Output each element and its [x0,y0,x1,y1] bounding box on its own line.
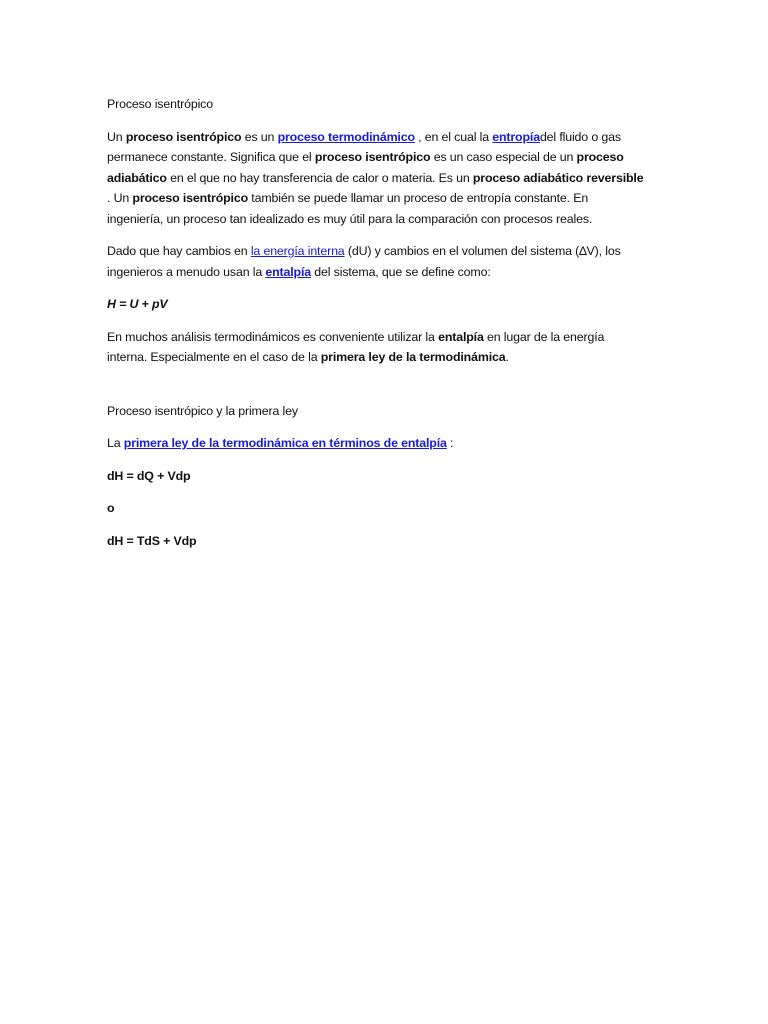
paragraph-convenience: En muchos análisis termodinámicos es conveniente utilizar la entalpía en lugar de la energía interna. Especialmente en el caso de la primera ley de la termodinámica. [107,329,605,364]
link-entropia[interactable]: entropía [492,129,540,144]
bold-term: proceso adiabático reversible [472,170,644,185]
document-title: Proceso isentrópico [107,97,213,111]
formula-first-law-tds: dH = TdS + Vdp [107,533,197,548]
paragraph-enthalpy-intro: Dado que hay cambios en la energía interna (dU) y cambios en el volumen del sistema (∆V), los ingenieros a menudo usan la entalpía del sistema, que se define como: [107,244,621,279]
conjunction-or: o [107,501,115,515]
bold-term: proceso isentrópico [314,150,431,164]
paragraph-first-law: La primera ley de la termodinámica en términos de entalpía : [107,436,454,450]
bold-term: proceso adiabático [107,150,624,185]
bold-term: entalpía [438,329,484,344]
formula-enthalpy: H = U + pV [107,297,168,311]
link-entalpia[interactable]: entalpía [265,264,311,279]
bold-term: proceso isentrópico [125,129,242,144]
link-energia-interna[interactable]: la energía interna [250,244,345,258]
document-page [107,90,647,551]
link-primera-ley[interactable]: primera ley de la termodinámica en términos de entalpía [123,436,447,450]
paragraph-definition: Un proceso isentrópico es un proceso termodinámico , en el cual la entropíadel fluido o gas permanece constante. Significa que el proceso isentrópico es un caso especial de un proceso adiabático en el que no hay transferencia de calor o materia. Es un proceso adiabático reversible . Un proceso isentrópico también se puede llamar un proceso de entropía constante. En ingeniería, un proceso tan idealizado es muy útil para la comparación con procesos reales. [107,129,644,226]
formula-first-law-dq: dH = dQ + Vdp [107,468,191,483]
link-proceso-termodinamico[interactable]: proceso termodinámico [277,129,415,144]
bold-term: primera ley de la termodinámica [320,350,506,364]
bold-term: proceso isentrópico [132,191,248,205]
section-subtitle: Proceso isentrópico y la primera ley [107,403,298,418]
